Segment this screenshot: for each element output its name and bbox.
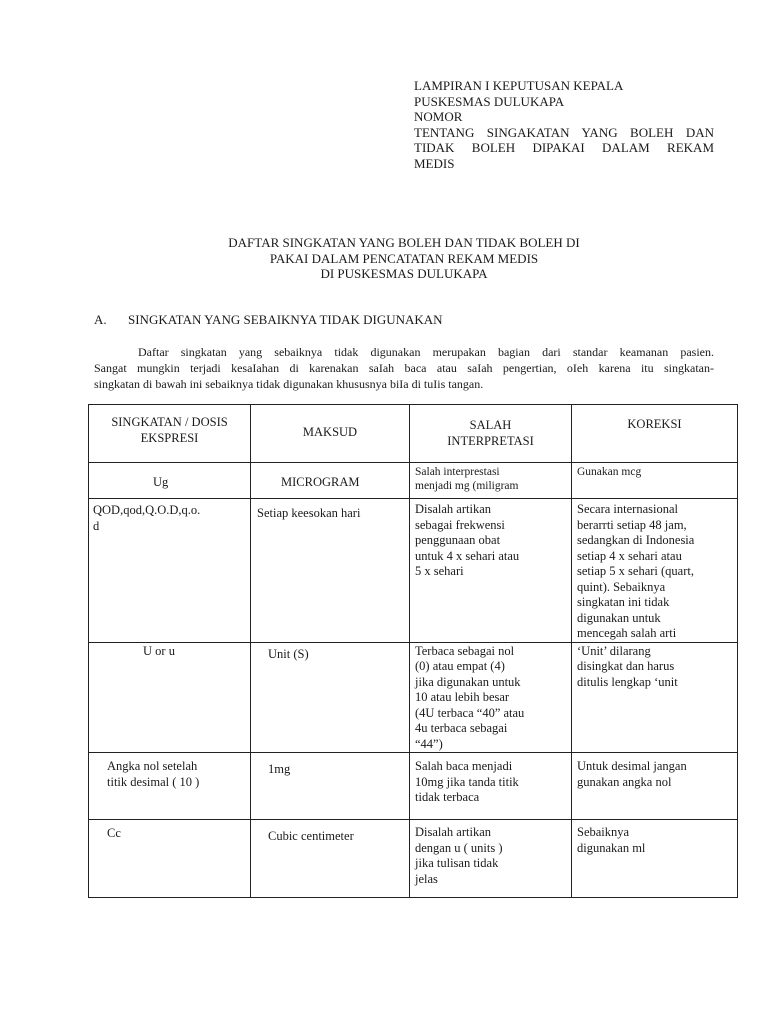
table-cell	[89, 820, 251, 898]
cell-text: untuk 4 x sehari atau	[415, 548, 520, 563]
table-cell	[89, 753, 251, 820]
cell-text: Secara internasional	[577, 502, 678, 516]
cell-text: digunakan untuk	[577, 610, 661, 625]
table-cell	[572, 463, 738, 499]
table-row	[89, 463, 738, 499]
cell-text: tidak terbaca	[415, 790, 480, 804]
cell-text: Angka nol setelah	[107, 759, 198, 773]
table-cell	[251, 753, 410, 820]
cell-text: Setiap keesokan hari	[257, 506, 361, 520]
header-line: TENTANG SINGAKATAN YANG BOLEH DAN	[414, 124, 714, 140]
document-title	[0, 235, 768, 282]
cell-text: U or u	[143, 643, 175, 658]
header-line: MEDIS	[414, 155, 455, 171]
table-cell	[572, 820, 738, 898]
cell-text: Sebaiknya	[577, 825, 630, 839]
cell-text: sebagai frekwensi	[415, 517, 505, 532]
cell-text: ditulis lengkap ‘unit	[577, 674, 678, 689]
header-text: KOREKSI	[627, 417, 682, 431]
cell-text: Cubic centimeter	[268, 829, 354, 843]
intro-paragraph	[94, 344, 714, 392]
cell-text: Disalah artikan	[415, 502, 492, 516]
cell-text: singkatan ini tidak	[577, 595, 670, 609]
abbreviation-table	[88, 404, 738, 898]
table-cell	[572, 642, 738, 753]
cell-text: titik desimal ( 10 )	[107, 774, 200, 789]
cell-text: d	[93, 518, 100, 533]
cell-text: 4u terbaca sebagai	[415, 721, 508, 735]
cell-text: (0) atau empat (4)	[415, 659, 505, 673]
cell-text: 10mg jika tanda titik	[415, 774, 519, 789]
header-cell	[251, 405, 410, 463]
table-cell	[251, 499, 410, 643]
header-text: INTERPRETASI	[447, 433, 534, 448]
cell-text: menjadi mg (miligram	[415, 480, 519, 492]
cell-text: disingkat dan harus	[577, 659, 675, 673]
header-text: EKSPRESI	[140, 430, 199, 445]
cell-text: setiap 4 x sehari atau	[577, 548, 682, 563]
cell-text: quint). Sebaiknya	[577, 579, 666, 594]
table-cell	[89, 463, 251, 499]
table-cell	[251, 642, 410, 753]
cell-text: jelas	[415, 871, 438, 886]
title-line: DAFTAR SINGKATAN YANG BOLEH DAN TIDAK BOLEH DI	[228, 235, 580, 250]
table-cell	[410, 499, 572, 643]
section-heading	[94, 312, 443, 328]
cell-text: Salah baca menjadi	[415, 759, 513, 773]
header-text: SALAH	[469, 418, 512, 432]
document-header	[414, 78, 714, 171]
header-cell	[410, 405, 572, 463]
table-cell	[410, 753, 572, 820]
header-cell	[89, 405, 251, 463]
cell-text: sedangkan di Indonesia	[577, 533, 695, 547]
table-cell	[410, 820, 572, 898]
table-cell	[572, 753, 738, 820]
cell-text: Disalah artikan	[415, 825, 492, 839]
cell-text: 10 atau lebih besar	[415, 690, 510, 704]
header-text: MAKSUD	[302, 425, 358, 439]
cell-text: Cc	[107, 826, 121, 840]
title-line: PAKAI DALAM PENCATATAN REKAM MEDIS	[269, 250, 539, 266]
cell-text: mencegah salah arti	[577, 626, 677, 640]
header-line: LAMPIRAN I KEPUTUSAN KEPALA	[414, 78, 624, 93]
cell-text: gunakan angka nol	[577, 774, 672, 789]
table-row	[89, 753, 738, 820]
cell-text: 1mg	[268, 762, 291, 776]
table-cell	[89, 642, 251, 753]
header-text: SINGKATAN / DOSIS	[111, 415, 228, 429]
table-header-row	[89, 405, 738, 463]
cell-text: Salah interprestasi	[415, 466, 500, 478]
table-row	[89, 820, 738, 898]
cell-text: ‘Unit’ dilarang	[577, 643, 651, 658]
cell-text: penggunaan obat	[415, 533, 501, 547]
cell-text: Terbaca sebagai nol	[415, 643, 515, 658]
cell-text: (4U terbaca “40” atau	[415, 705, 525, 720]
table-cell	[251, 463, 410, 499]
header-cell	[572, 405, 738, 463]
table-cell	[410, 642, 572, 753]
cell-text: Gunakan mcg	[577, 466, 642, 478]
cell-text: QOD,qod,Q.O.D,q.o.	[93, 503, 201, 517]
section-letter: A.	[94, 312, 107, 327]
intro-line: Sangat mungkin terjadi kesaIahan di karenakan saIah baca atau saIah pengertian, oIeh karena itu singkatan-	[94, 361, 714, 375]
cell-text: jika tulisan tidak	[415, 856, 499, 870]
table-cell	[410, 463, 572, 499]
cell-text: Untuk desimal jangan	[577, 759, 687, 773]
cell-text: 5 x sehari	[415, 564, 464, 578]
header-line: NOMOR	[414, 109, 463, 124]
cell-text: digunakan ml	[577, 840, 646, 855]
cell-text: dengan u ( units )	[415, 840, 503, 855]
table-cell	[251, 820, 410, 898]
title-line: DI PUSKESMAS DULUKAPA	[320, 266, 488, 281]
header-line: TIDAK BOLEH DIPAKAI DALAM REKAM	[414, 140, 714, 155]
cell-text: Ug	[153, 475, 169, 489]
cell-text: setiap 5 x sehari (quart,	[577, 564, 694, 578]
table-cell	[89, 499, 251, 643]
cell-text: “44”)	[415, 736, 443, 751]
intro-line: Daftar singkatan yang sebaiknya tidak digunakan merupakan bagian dari standar keamanan pasien.	[138, 345, 714, 359]
table-row	[89, 499, 738, 643]
intro-line: singkatan di bawah ini sebaiknya tidak digunakan khususnya biIa di tuIis tangan.	[94, 377, 484, 391]
cell-text: jika digunakan untuk	[415, 674, 521, 689]
table-cell	[572, 499, 738, 643]
cell-text: Unit (S)	[268, 646, 309, 661]
header-line: PUSKESMAS DULUKAPA	[414, 93, 565, 109]
table-row	[89, 642, 738, 753]
cell-text: berarrti setiap 48 jam,	[577, 517, 687, 532]
cell-text: MICROGRAM	[281, 475, 360, 489]
section-heading-text: SINGKATAN YANG SEBAIKNYA TIDAK DIGUNAKAN	[128, 312, 443, 327]
